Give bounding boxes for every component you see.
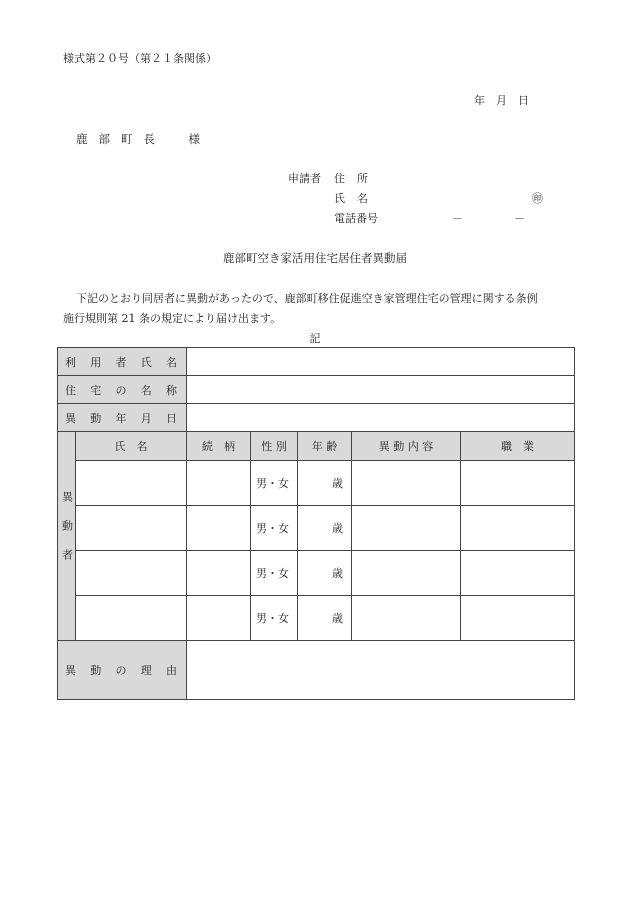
header-change-details: 異 動 内 容 [352, 432, 461, 461]
user-name-field[interactable] [187, 348, 575, 376]
document-title: 鹿部町空き家活用住宅居住者異動届 [223, 251, 407, 265]
relationship-cell[interactable] [187, 551, 251, 596]
body-line: 下記のとおり同居者に異動があったので、鹿部町移住促進空き家管理住宅の管理に関する条例 [76, 292, 538, 305]
body-text [63, 289, 583, 329]
addressee: 鹿部町長 様 [76, 132, 211, 146]
gender-cell[interactable]: 男・女 [251, 596, 298, 641]
user-name-label: 利用者氏名 [58, 348, 187, 376]
change-details-cell[interactable] [352, 551, 461, 596]
age-cell[interactable]: 歳 [298, 461, 352, 506]
relationship-cell[interactable] [187, 461, 251, 506]
applicant-name-label: 氏名 [334, 192, 380, 205]
age-cell[interactable]: 歳 [298, 596, 352, 641]
age-cell[interactable]: 歳 [298, 506, 352, 551]
header-gender: 性 別 [251, 432, 298, 461]
body-line: 施行規則第 21 条の規定により届け出ます。 [63, 312, 282, 325]
house-name-field[interactable] [187, 376, 575, 404]
change-date-label: 異動年月日 [58, 404, 187, 432]
ki-heading: 記 [309, 332, 321, 345]
table-row [58, 596, 575, 641]
relationship-cell[interactable] [187, 596, 251, 641]
gender-cell[interactable]: 男・女 [251, 461, 298, 506]
changer-label: 異動者 [60, 491, 74, 578]
table-row [58, 551, 575, 596]
occupation-cell[interactable] [461, 461, 575, 506]
change-details-cell[interactable] [352, 506, 461, 551]
gender-cell[interactable]: 男・女 [251, 551, 298, 596]
reason-field[interactable] [187, 641, 575, 700]
table-row [58, 461, 575, 506]
name-cell[interactable] [76, 461, 187, 506]
applicant-role: 申請者 [288, 172, 321, 185]
phone-dash: － [514, 212, 525, 225]
change-notification-table [57, 347, 575, 700]
header-occupation: 職 業 [461, 432, 575, 461]
relationship-cell[interactable] [187, 506, 251, 551]
age-cell[interactable]: 歳 [298, 551, 352, 596]
occupation-cell[interactable] [461, 551, 575, 596]
table-row [58, 506, 575, 551]
name-cell[interactable] [76, 506, 187, 551]
form-number-label: 様式第２０号（第２１条関係） [63, 52, 217, 65]
occupation-cell[interactable] [461, 596, 575, 641]
seal-mark: ㊞ [532, 192, 543, 205]
gender-cell[interactable]: 男・女 [251, 506, 298, 551]
applicant-address-label: 住所 [334, 172, 380, 185]
change-details-cell[interactable] [352, 596, 461, 641]
header-age: 年 齢 [298, 432, 352, 461]
changer-label-cell [58, 432, 76, 641]
header-name: 氏 名 [76, 432, 187, 461]
house-name-label: 住宅の名称 [58, 376, 187, 404]
change-details-cell[interactable] [352, 461, 461, 506]
phone-dash: － [452, 212, 463, 225]
reason-label: 異動の理由 [58, 641, 187, 700]
header-relationship: 続 柄 [187, 432, 251, 461]
date-line: 年 月 日 [474, 94, 529, 107]
change-date-field[interactable] [187, 404, 575, 432]
occupation-cell[interactable] [461, 506, 575, 551]
applicant-phone-label: 電話番号 [334, 212, 378, 225]
name-cell[interactable] [76, 551, 187, 596]
name-cell[interactable] [76, 596, 187, 641]
